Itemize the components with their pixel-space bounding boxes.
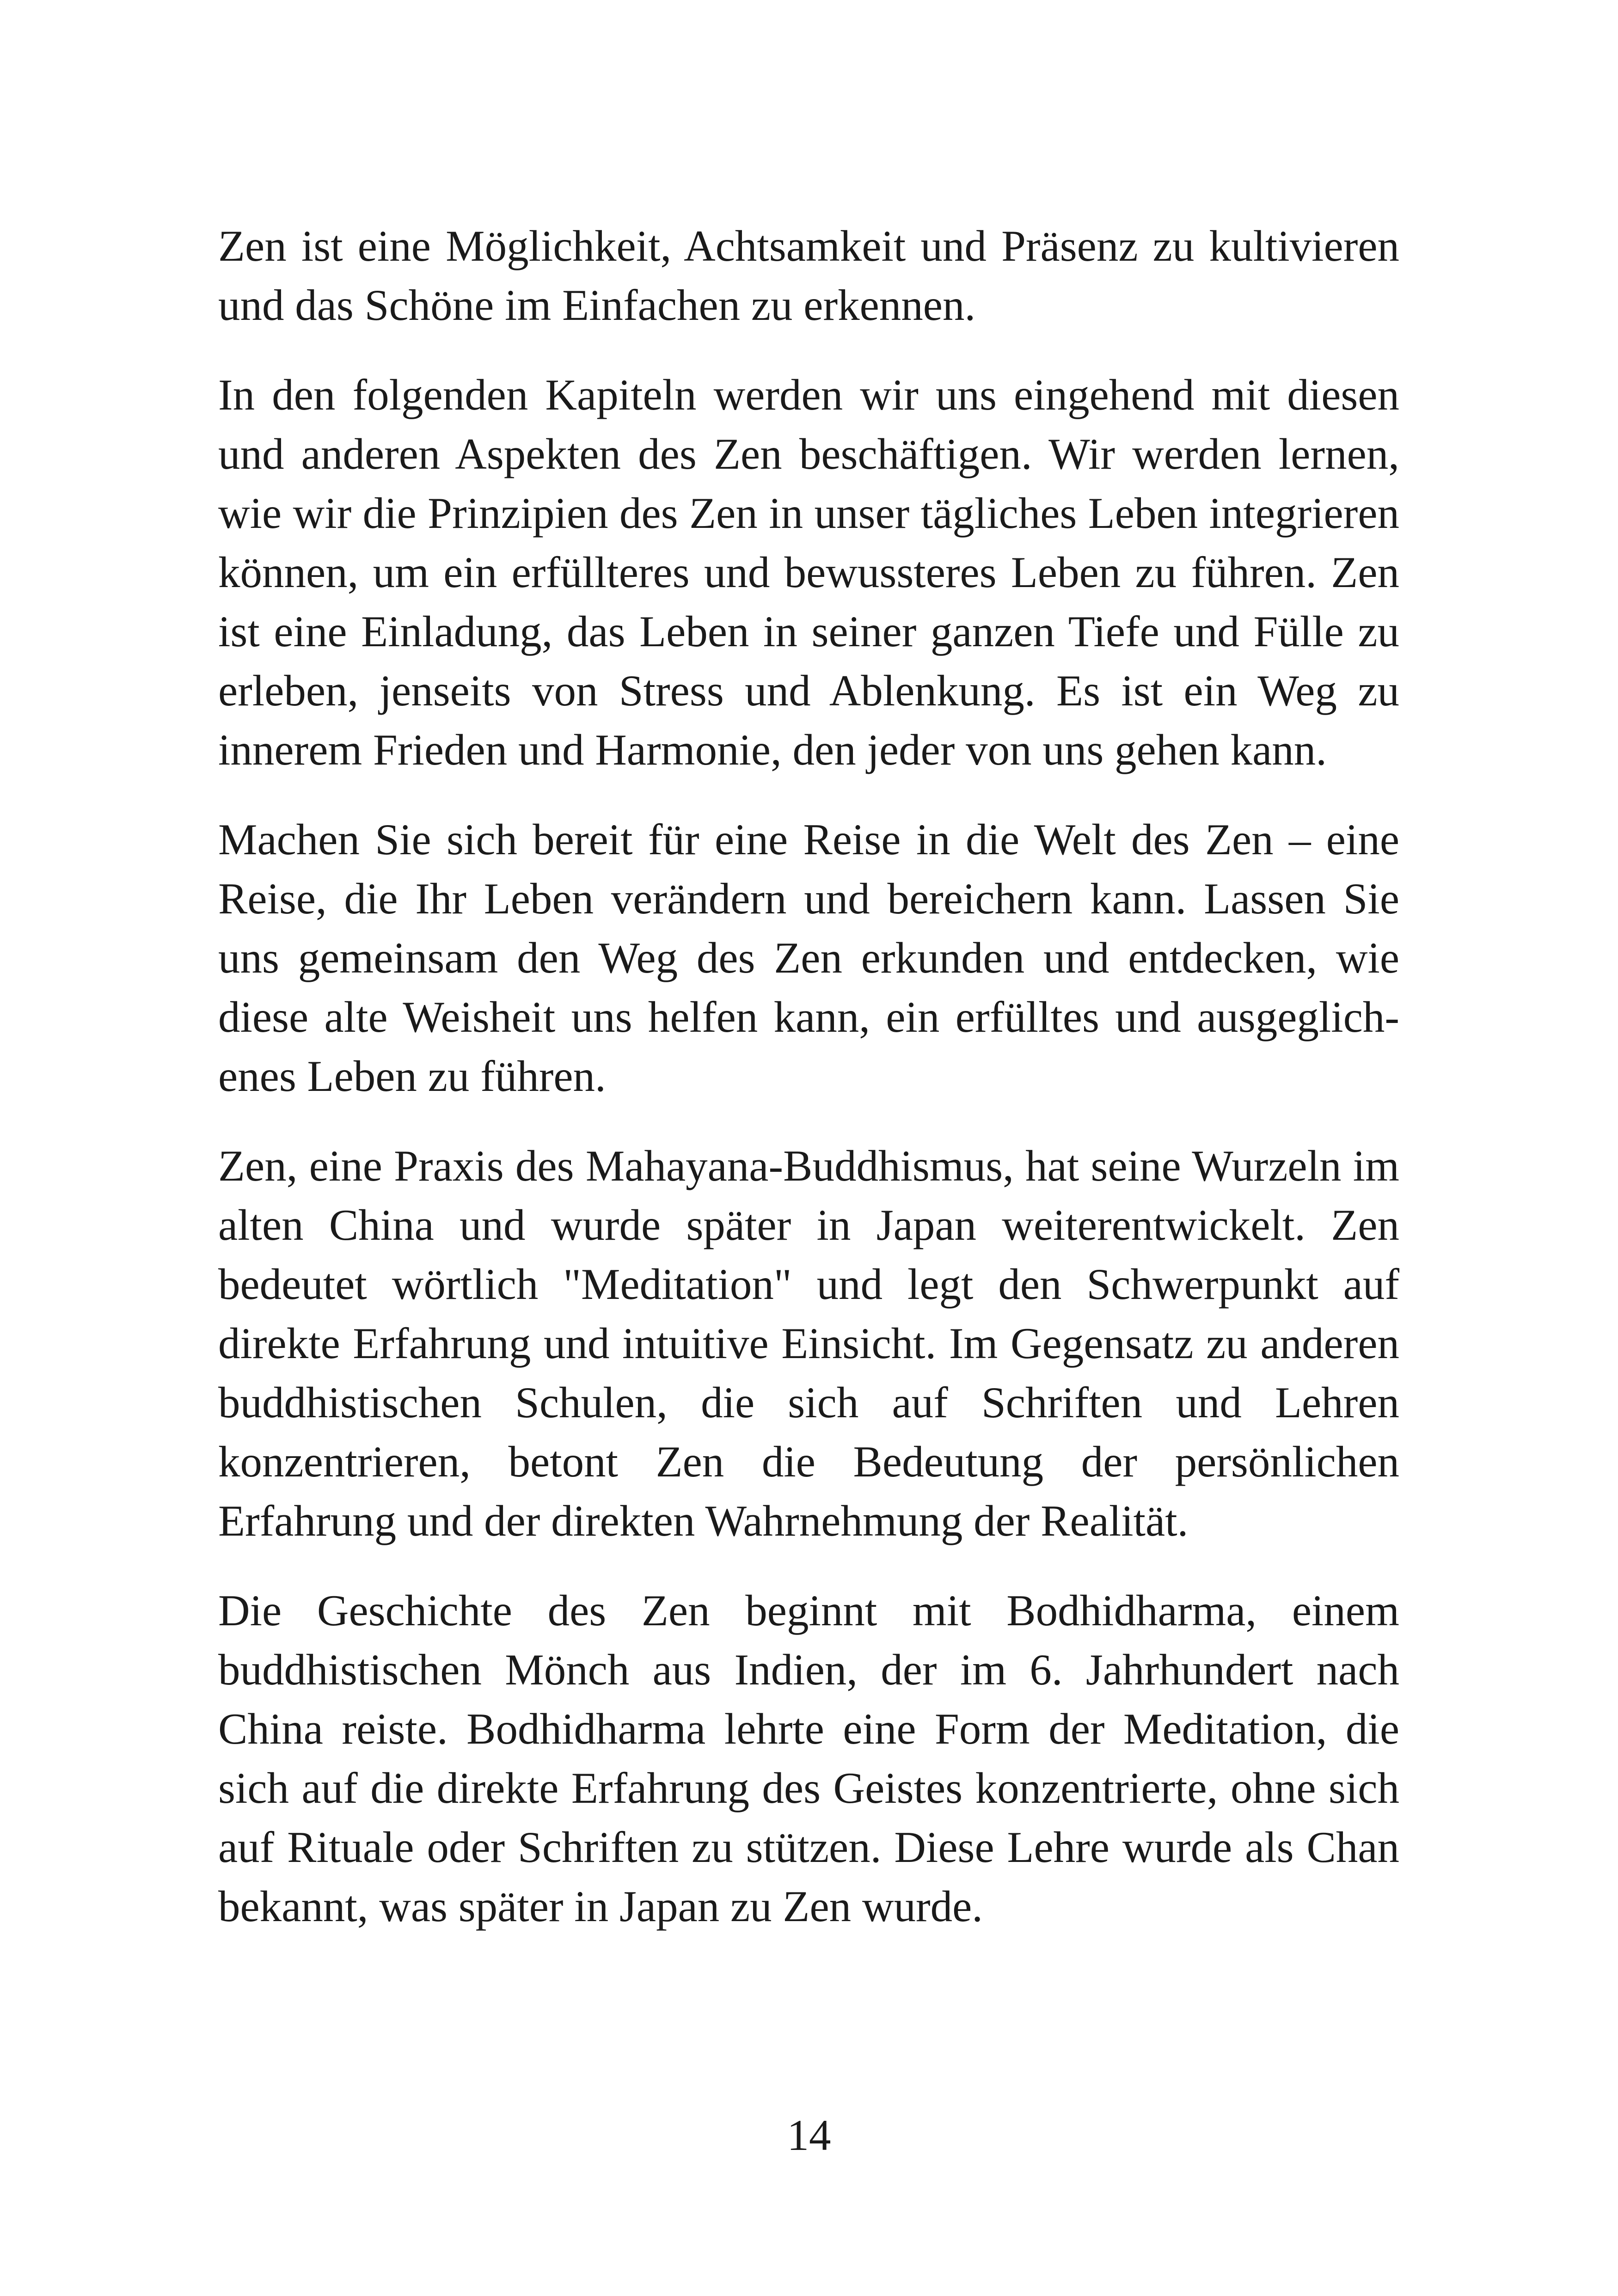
text-line: direkte Erfahrung und intuitive Einsicht. Im Gegensatz zu anderen: [218, 1319, 1399, 1368]
paragraph-5: [218, 1581, 1399, 1936]
text-line: Machen Sie sich bereit für eine Reise in die Welt des Zen – eine: [218, 815, 1399, 864]
text-line: können, um ein erfüllteres und bewussteres Leben zu führen. Zen: [218, 548, 1399, 597]
text-line: Zen, eine Praxis des Mahayana-Buddhismus, hat seine Wurzeln im: [218, 1141, 1399, 1190]
text-line: und das Schöne im Einfachen zu erkennen.: [218, 281, 976, 330]
text-line: bekannt, was später in Japan zu Zen wurde.: [218, 1882, 983, 1931]
paragraph-2: [218, 365, 1399, 779]
text-line: bedeutet wörtlich "Meditation" und legt den Schwerpunkt auf: [218, 1260, 1399, 1309]
text-line: Reise, die Ihr Leben verändern und bereichern kann. Lassen Sie: [218, 874, 1399, 923]
text-line: uns gemeinsam den Weg des Zen erkunden und entdecken, wie: [218, 933, 1399, 982]
text-line: sich auf die direkte Erfahrung des Geistes konzentrierte, ohne sich: [218, 1763, 1399, 1812]
text-line: konzentrieren, betont Zen die Bedeutung der persönlichen: [218, 1437, 1399, 1486]
paragraph-4: [218, 1136, 1399, 1550]
text-line: diese alte Weisheit uns helfen kann, ein erfülltes und ausgeglich-: [218, 992, 1399, 1041]
text-line: Erfahrung und der direkten Wahrnehmung der Realität.: [218, 1496, 1189, 1545]
text-line: buddhistischen Mönch aus Indien, der im 6. Jahrhundert nach: [218, 1645, 1399, 1694]
text-line: China reiste. Bodhidharma lehrte eine Form der Meditation, die: [218, 1704, 1399, 1753]
text-line: erleben, jenseits von Stress und Ablenkung. Es ist ein Weg zu: [218, 666, 1399, 715]
text-line: In den folgenden Kapiteln werden wir uns eingehend mit diesen: [218, 370, 1399, 419]
text-line: wie wir die Prinzipien des Zen in unser tägliches Leben integrieren: [218, 489, 1399, 538]
text-line: Zen ist eine Möglichkeit, Achtsamkeit und Präsenz zu kultivieren: [218, 221, 1399, 270]
text-line: und anderen Aspekten des Zen beschäftigen. Wir werden lernen,: [218, 429, 1399, 478]
paragraph-1: [218, 216, 1399, 335]
text-line: ist eine Einladung, das Leben in seiner ganzen Tiefe und Fülle zu: [218, 607, 1399, 656]
text-line: innerem Frieden und Harmonie, den jeder von uns gehen kann.: [218, 725, 1327, 774]
paragraph-3: [218, 810, 1399, 1106]
text-line: auf Rituale oder Schriften zu stützen. Diese Lehre wurde als Chan: [218, 1823, 1399, 1872]
text-line: alten China und wurde später in Japan weiterentwickelt. Zen: [218, 1200, 1399, 1249]
text-line: enes Leben zu führen.: [218, 1052, 606, 1101]
text-line: buddhistischen Schulen, die sich auf Schriften und Lehren: [218, 1378, 1399, 1427]
page-number: 14: [787, 2111, 831, 2160]
text-line: Die Geschichte des Zen beginnt mit Bodhidharma, einem: [218, 1586, 1399, 1635]
body-text: [218, 216, 1399, 1966]
